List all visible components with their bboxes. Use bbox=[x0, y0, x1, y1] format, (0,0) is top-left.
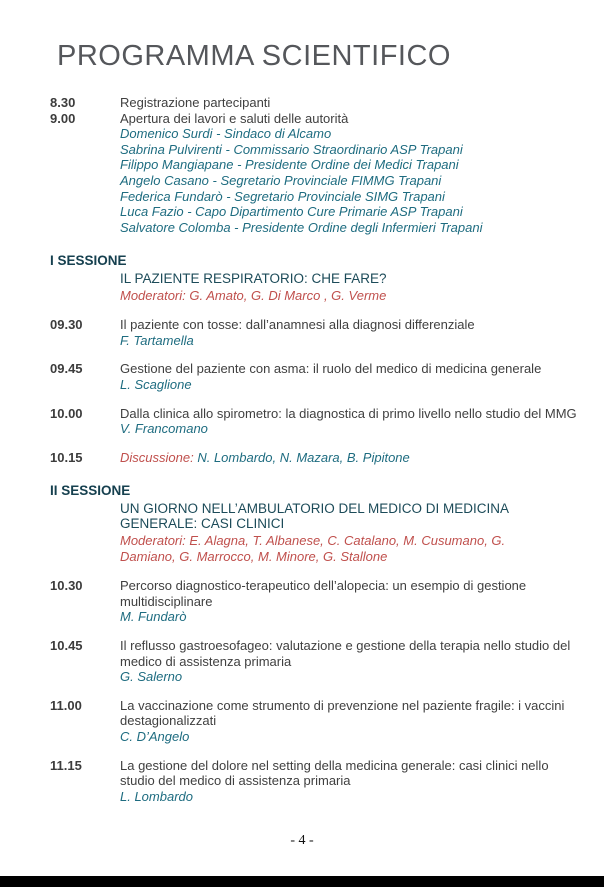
page-number: - 4 - bbox=[290, 833, 314, 848]
session-label: I SESSIONE bbox=[50, 253, 127, 269]
time-label: 11.00 bbox=[50, 697, 82, 713]
time-label: 10.30 bbox=[50, 578, 83, 594]
moderators-line: Moderatori: E. Alagna, T. Albanese, C. Catalano, M. Cusumano, G. Damiano, G. Marrocco, M. Minore, G. Stallone bbox=[120, 533, 506, 564]
speaker-name: L. Scaglione bbox=[120, 376, 192, 392]
schedule-row bbox=[0, 95, 604, 111]
item-title: Dalla clinica allo spirometro: la diagnostica di primo livello nello studio del MMG bbox=[120, 405, 577, 421]
discussion-label: Discussione: bbox=[120, 449, 194, 465]
page-title: PROGRAMMA SCIENTIFICO bbox=[57, 40, 451, 72]
speaker-name: Salvatore Colomba - Presidente Ordine degli Infermieri Trapani bbox=[120, 219, 483, 235]
schedule-row-discussion bbox=[0, 450, 604, 466]
item-title: Registrazione partecipanti bbox=[120, 95, 271, 110]
time-label: 8.30 bbox=[50, 95, 76, 110]
item-title: La gestione del dolore nel setting della medicina generale: casi clinici nello studio del medico di assistenza primaria bbox=[120, 757, 549, 789]
time-label: 09.45 bbox=[50, 361, 83, 377]
bottom-bar bbox=[0, 876, 604, 887]
session-1 bbox=[0, 253, 604, 465]
discussion-names: N. Lombardo, N. Mazara, B. Pipitone bbox=[197, 449, 410, 465]
schedule-row bbox=[0, 111, 604, 236]
speaker-name: F. Tartamella bbox=[120, 332, 194, 348]
item-title: Percorso diagnostico-terapeutico dell’alopecia: un esempio di gestione multidisciplinare bbox=[120, 578, 527, 609]
schedule-row bbox=[0, 317, 604, 348]
session-title: UN GIORNO NELL’AMBULATORIO DEL MEDICO DI MEDICINA GENERALE: CASI CLINICI bbox=[120, 500, 509, 532]
speaker-name: C. D’Angelo bbox=[120, 729, 190, 744]
moderators-line: Moderatori: G. Amato, G. Di Marco , G. Verme bbox=[120, 287, 387, 303]
time-label: 10.15 bbox=[50, 449, 83, 465]
opening-speakers bbox=[120, 126, 582, 235]
item-title: Il paziente con tosse: dall’anamnesi alla diagnosi differenziale bbox=[120, 317, 475, 333]
schedule-row bbox=[0, 406, 604, 437]
speaker-name: L. Lombardo bbox=[120, 788, 193, 804]
time-label: 11.15 bbox=[50, 757, 82, 773]
speaker-name: M. Fundarò bbox=[120, 609, 187, 625]
schedule-row bbox=[0, 638, 604, 685]
time-label: 09.30 bbox=[50, 317, 83, 333]
speaker-name: Luca Fazio - Capo Dipartimento Cure Primarie ASP Trapani bbox=[120, 204, 463, 220]
speaker-name: Filippo Mangiapane - Presidente Ordine dei Medici Trapani bbox=[120, 157, 459, 173]
session-title: IL PAZIENTE RESPIRATORIO: CHE FARE? bbox=[120, 270, 387, 286]
session-label: II SESSIONE bbox=[50, 483, 131, 499]
schedule-row bbox=[0, 758, 604, 805]
speaker-name: G. Salerno bbox=[120, 669, 183, 685]
item-title: Apertura dei lavori e saluti delle autorità bbox=[120, 110, 349, 126]
item-title: Gestione del paziente con asma: il ruolo del medico di medicina generale bbox=[120, 361, 542, 377]
speaker-name: Sabrina Pulvirenti - Commissario Straordinario ASP Trapani bbox=[120, 141, 463, 157]
time-label: 9.00 bbox=[50, 110, 76, 126]
item-title: Il reflusso gastroesofageo: valutazione e gestione della terapia nello studio del medico di assistenza primaria bbox=[120, 638, 571, 669]
schedule-row bbox=[0, 361, 604, 392]
speaker-name: Federica Fundarò - Segretario Provinciale SIMG Trapani bbox=[120, 188, 445, 204]
time-label: 10.45 bbox=[50, 638, 83, 654]
speaker-name: Angelo Casano - Segretario Provinciale FIMMG Trapani bbox=[120, 172, 442, 188]
session-2 bbox=[0, 483, 604, 804]
schedule-row bbox=[0, 698, 604, 745]
program-body bbox=[0, 95, 604, 804]
item-title: La vaccinazione come strumento di prevenzione nel paziente fragile: i vaccini destagionalizzati bbox=[120, 697, 565, 729]
schedule-row bbox=[0, 578, 604, 625]
speaker-name: V. Francomano bbox=[120, 421, 208, 437]
speaker-name: Domenico Surdi - Sindaco di Alcamo bbox=[120, 126, 332, 142]
time-label: 10.00 bbox=[50, 405, 83, 421]
